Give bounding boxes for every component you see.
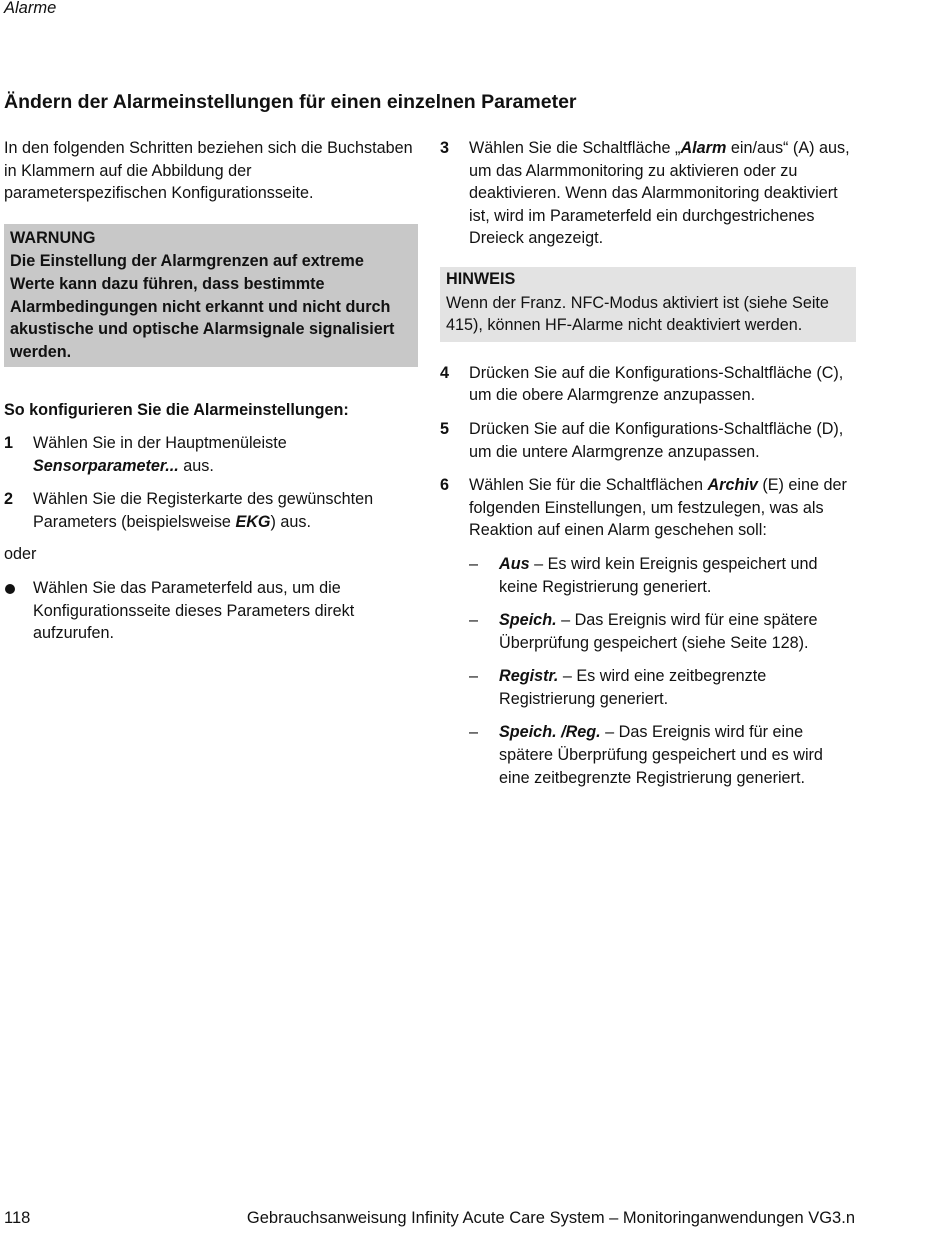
step-number: 6: [440, 476, 450, 495]
option-name: Speich.: [499, 611, 557, 630]
step-text-end: ) aus.: [270, 512, 312, 531]
note-label: HINWEIS: [446, 269, 516, 288]
intro-paragraph: In den folgenden Schritten beziehen sich die Buchstaben in Klammern auf die Abbildung der parameterspezifischen Konfigurationsseite.: [4, 139, 413, 203]
warning-box: [4, 224, 418, 368]
option-text: – Es wird eine zeitbegrenzte Registrierung generiert.: [499, 667, 767, 708]
dash-marker: –: [469, 723, 479, 742]
option-item: [469, 721, 856, 789]
running-header: Alarme: [4, 0, 57, 17]
dash-marker: –: [469, 611, 479, 630]
tab-name: EKG: [235, 512, 271, 531]
option-list: [469, 553, 856, 789]
step-text: Wählen Sie die Registerkarte des gewünschten Parameters (beispielsweise: [33, 490, 374, 531]
button-name: Archiv: [707, 476, 758, 495]
option-item: [469, 553, 856, 598]
step-number: 4: [440, 363, 450, 382]
bullet-item: [4, 577, 418, 645]
step-text: Wählen Sie für die Schaltflächen: [469, 476, 708, 495]
step-text: Drücken Sie auf die Konfigurations-Schaltfläche (C), um die obere Alarmgrenze anzupassen.: [469, 363, 844, 405]
document-title: Gebrauchsanweisung Infinity Acute Care System – Monitoringanwendungen VG3.n: [246, 1209, 855, 1227]
step-text: Wählen Sie in der Hauptmenüleiste: [33, 433, 287, 452]
step-3: [440, 137, 856, 250]
dash-marker: –: [469, 667, 479, 686]
step-6: [440, 474, 856, 542]
note-text: Wenn der Franz. NFC-Modus aktiviert ist (siehe Seite 415), können HF-Alarme nicht deaktiviert werden.: [446, 293, 829, 335]
option-name: Registr.: [499, 667, 559, 686]
step-text-end: aus.: [178, 456, 214, 475]
step-text-end: (E) eine der folgenden Einstellungen, um festzulegen, was als Reaktion auf einen Alarm geschehen soll:: [469, 476, 847, 540]
step-number: 3: [440, 139, 450, 157]
step-4: [440, 362, 856, 407]
menu-item-name: Sensorparameter...: [33, 456, 179, 475]
dash-marker: –: [469, 554, 479, 573]
option-text: – Das Ereignis wird für eine spätere Überprüfung gespeichert und es wird eine zeitbegrenzte Registrierung generiert.: [499, 723, 823, 787]
bullet-text: Wählen Sie das Parameterfeld aus, um die Konfigurationsseite dieses Parameters direkt aufzurufen.: [33, 578, 355, 643]
button-name: Alarm: [680, 139, 727, 157]
step-number: 5: [440, 419, 450, 438]
warning-text: Die Einstellung der Alarmgrenzen auf extreme Werte kann dazu führen, dass bestimmte Alarmbedingungen nicht erkannt und nicht durch akustische und optische Alarmsignale signalisiert werden.: [10, 252, 395, 361]
procedure-heading: So konfigurieren Sie die Alarmeinstellungen:: [4, 401, 349, 420]
step-2: [4, 488, 418, 533]
page-title: Ändern der Alarmeinstellungen für einen einzelnen Parameter: [4, 91, 577, 113]
option-text: – Das Ereignis wird für eine spätere Überprüfung gespeichert (siehe Seite 128).: [499, 611, 818, 652]
step-number: 1: [4, 433, 14, 452]
option-name: Aus: [499, 554, 530, 573]
option-item: [469, 609, 856, 654]
left-column: [4, 137, 418, 645]
right-column: [440, 137, 856, 800]
option-text: – Es wird kein Ereignis gespeichert und keine Registrierung generiert.: [499, 554, 818, 596]
step-5: [440, 418, 856, 463]
bullet-icon: [4, 577, 33, 645]
step-text: Drücken Sie auf die Konfigurations-Schaltfläche (D), um die untere Alarmgrenze anzupassen.: [469, 419, 844, 461]
note-box: [440, 267, 856, 342]
page-number: 118: [4, 1209, 31, 1227]
warning-label: WARNUNG: [10, 228, 96, 247]
step-1: [4, 432, 418, 477]
step-text-end: ein/aus“ (A) aus, um das Alarmmonitoring zu aktivieren oder zu deaktivieren. Wenn das Alarmmonitoring deaktiviert ist, wird im Parameterfeld ein durchgestrichenes Dreieck angezeigt.: [469, 139, 850, 248]
or-text: oder: [4, 545, 37, 564]
option-item: [469, 665, 856, 710]
step-text: Wählen Sie die Schaltfläche „: [469, 139, 681, 157]
step-number: 2: [4, 490, 14, 509]
option-name: Speich. /Reg.: [499, 723, 601, 742]
